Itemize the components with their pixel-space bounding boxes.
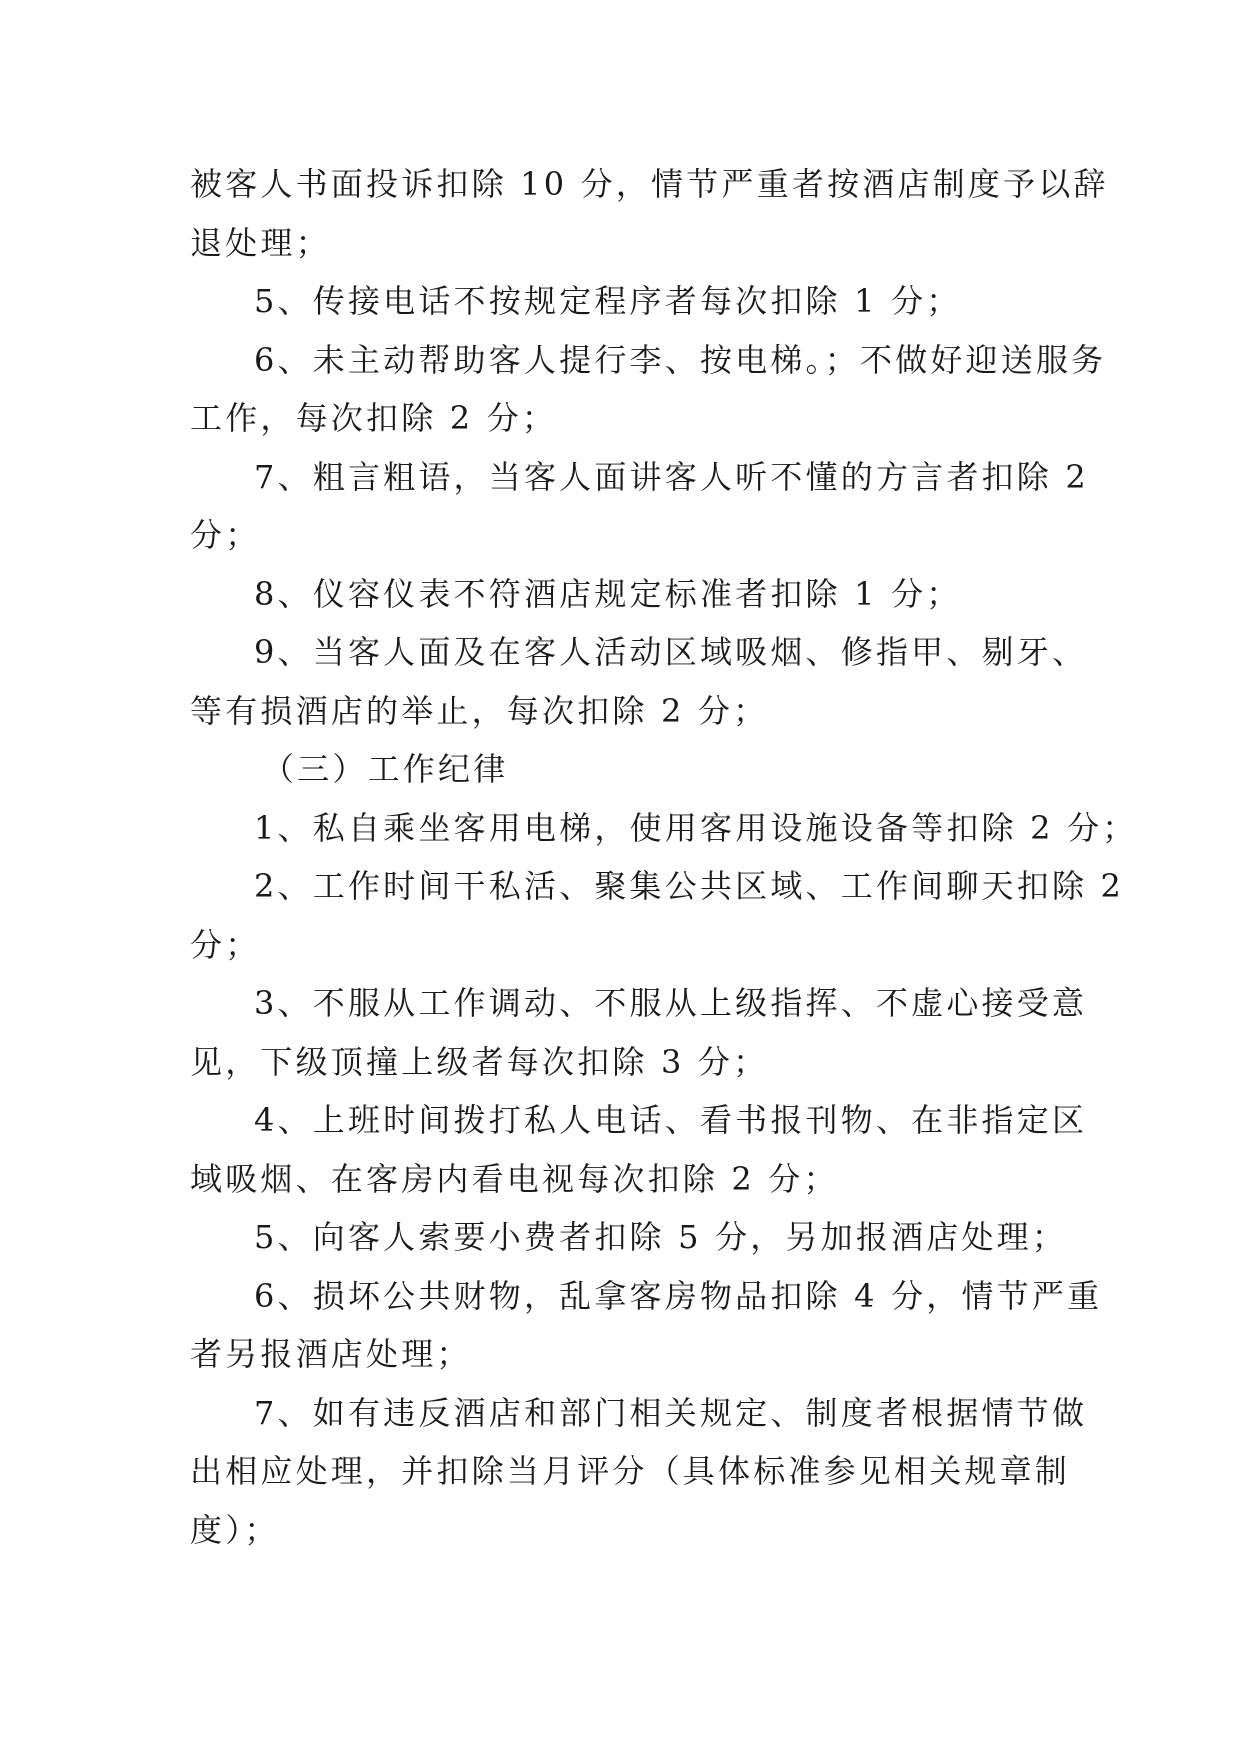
list-item-line: 5、传接电话不按规定程序者每次扣除 1 分； [254,282,962,320]
paragraph-line: 出相应处理，并扣除当月评分（具体标准参见相关规章制 [190,1452,1071,1490]
list-item-line: 7、粗言粗语，当客人面讲客人听不懂的方言者扣除 2 [254,457,1089,496]
paragraph-line: 度）； [190,1510,280,1549]
paragraph-line: 域吸烟、在客房内看电视每次扣除 2 分； [190,1159,839,1198]
list-item-line: 6、未主动帮助客人提行李、按电梯。；不做好迎送服务 [254,340,1107,379]
list-item-line: 3、不服从工作调动、不服从上级指挥、不虚心接受意 [254,984,1088,1022]
list-item-line: 1、私自乘坐客用电梯，使用客用设施设备等扣除 2 分； [254,808,1138,847]
list-item-line: 4、上班时间拨打私人电话、看书报刊物、在非指定区 [254,1101,1088,1139]
list-item-line: 2、工作时间干私活、聚集公共区域、工作间聊天扣除 2 [254,867,1125,905]
list-item-line: 5、向客人索要小费者扣除 5 分，另加报酒店处理； [254,1218,1068,1256]
paragraph-line: 退处理； [190,223,331,262]
document-body [190,155,1138,1559]
list-item-line: 9、当客人面及在客人活动区域吸烟、修指甲、剔牙、 [254,633,1088,671]
paragraph-line: 等有损酒店的举止，每次扣除 2 分； [190,691,769,730]
paragraph-line: 见，下级顶撞上级者每次扣除 3 分； [190,1042,769,1081]
list-item-line: 7、如有违反酒店和部门相关规定、制度者根据情节做 [254,1393,1088,1432]
paragraph-line: 分； [190,516,261,554]
paragraph-line: 工作，每次扣除 2 分； [190,399,558,437]
list-item-line: 8、仪容仪表不符酒店规定标准者扣除 1 分； [254,574,962,613]
paragraph-line: 分； [190,925,261,964]
paragraph-line: 被客人书面投诉扣除 10 分，情节严重者按酒店制度予以辞 [190,165,1109,203]
paragraph-line: 者另报酒店处理； [190,1335,472,1373]
section-heading: （三）工作纪律 [262,750,509,788]
list-item-line: 6、损坏公共财物，乱拿客房物品扣除 4 分，情节严重 [254,1276,1103,1315]
